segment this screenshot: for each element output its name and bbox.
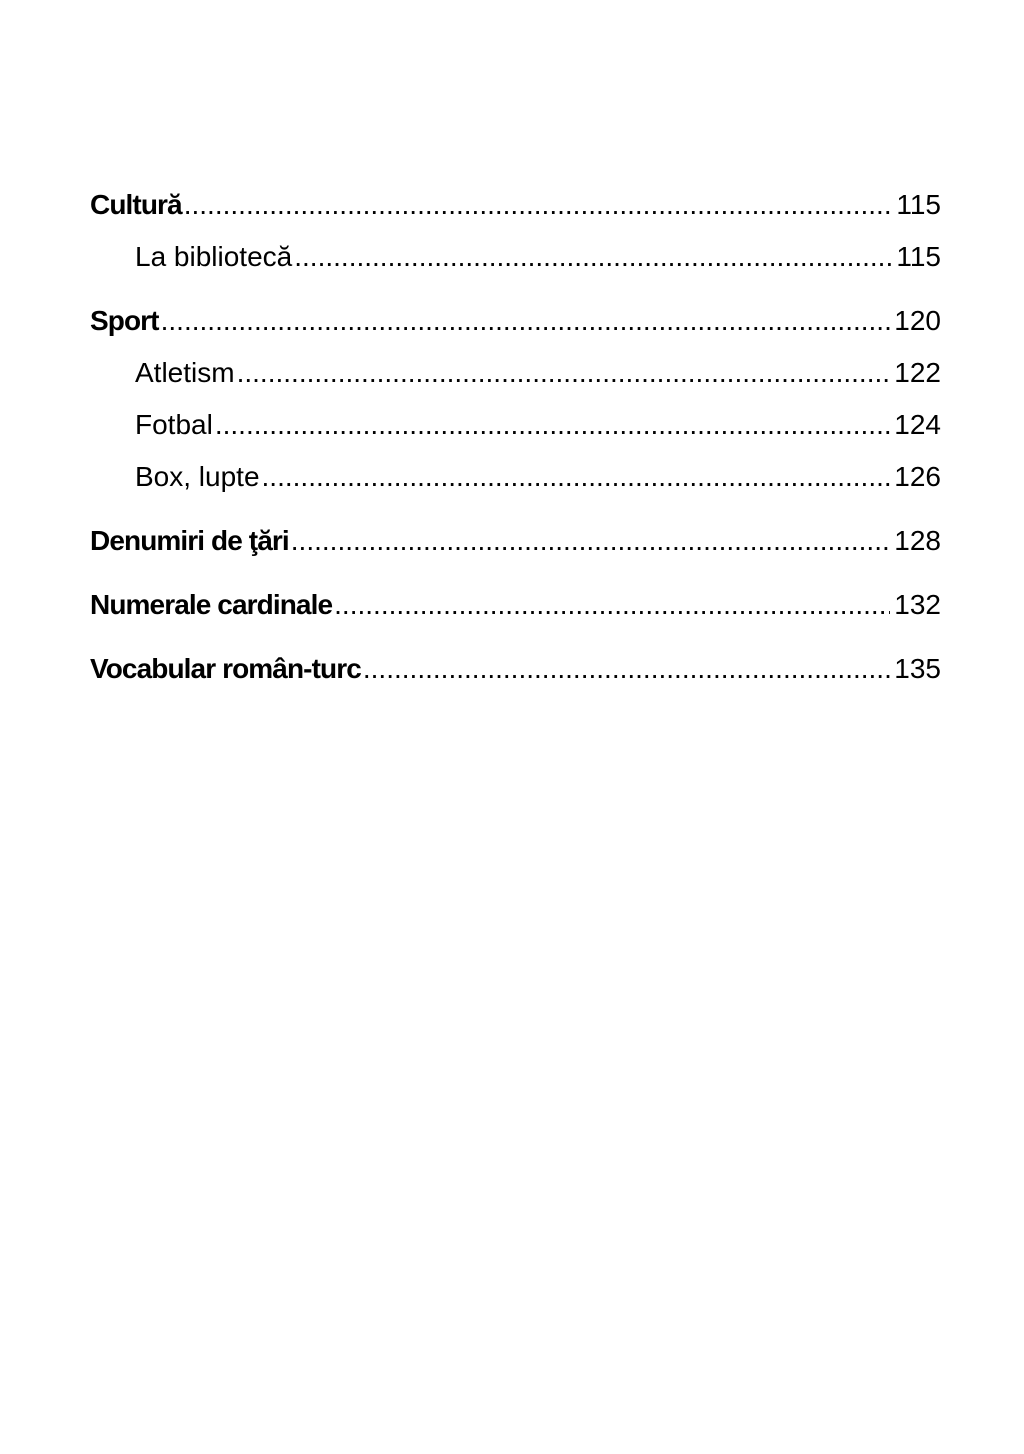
- toc-dot-leader: [291, 524, 891, 558]
- toc-entry-title: Numerale cardinale: [90, 589, 333, 620]
- toc-dot-leader: [237, 356, 891, 390]
- toc-entry-atletism[interactable]: [90, 356, 941, 390]
- toc-entry-title: Fotbal: [135, 409, 213, 440]
- toc-entry-title: Box, lupte: [135, 461, 260, 492]
- toc-entry-page: 124: [894, 409, 941, 440]
- toc-entry-denumiri-de-tari[interactable]: [90, 524, 941, 558]
- toc-entry-cultura[interactable]: [90, 188, 941, 222]
- toc-entry-page: 126: [894, 461, 941, 492]
- toc-dot-leader: [161, 304, 891, 338]
- toc-entry-fotbal[interactable]: [90, 408, 941, 442]
- toc-entry-sport[interactable]: [90, 304, 941, 338]
- toc-entry-numerale-cardinale[interactable]: [90, 588, 941, 622]
- toc-dot-leader: [262, 460, 891, 494]
- toc-entry-page: 122: [894, 357, 941, 388]
- toc-entry-page: 120: [894, 305, 941, 336]
- toc-entry-title: Atletism: [135, 357, 235, 388]
- toc-entry-box-lupte[interactable]: [90, 460, 941, 494]
- toc-entry-vocabular-roman-turc[interactable]: [90, 652, 941, 686]
- toc-entry-title: Vocabular român-turc: [90, 653, 361, 684]
- toc-entry-page: 115: [896, 241, 941, 272]
- toc-dot-leader: [334, 588, 890, 622]
- toc-entry-page: 115: [896, 189, 941, 220]
- toc-entry-page: 135: [894, 653, 941, 684]
- toc-entry-title: Denumiri de ţări: [90, 525, 289, 556]
- toc-entry-title: Sport: [90, 305, 159, 336]
- toc-dot-leader: [184, 188, 893, 222]
- toc-entry-page: 128: [894, 525, 941, 556]
- toc-dot-leader: [215, 408, 890, 442]
- toc-entry-la-biblioteca[interactable]: [90, 240, 941, 274]
- table-of-contents: [90, 180, 941, 686]
- toc-entry-title: La bibliotecă: [135, 241, 293, 272]
- toc-dot-leader: [294, 240, 892, 274]
- toc-entry-page: 132: [894, 589, 941, 620]
- toc-dot-leader: [363, 652, 890, 686]
- toc-entry-title: Cultură: [90, 189, 182, 220]
